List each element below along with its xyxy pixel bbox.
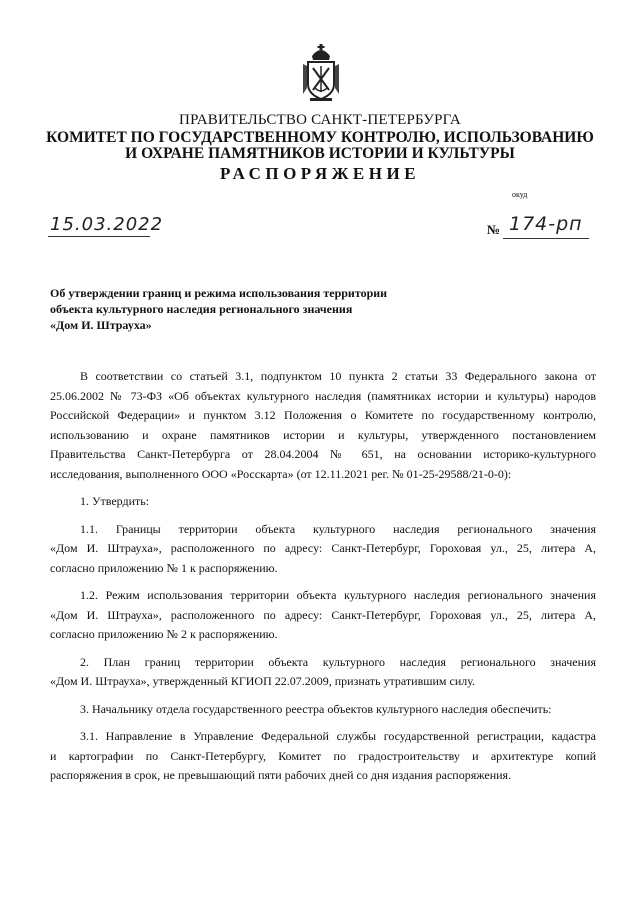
paragraph-1-1 [50, 520, 596, 579]
text-line: 1.2. Режим использования территории объекта культурного наследия регионального значения [80, 588, 596, 602]
text-line: согласно приложению № 1 к распоряжению. [50, 560, 278, 575]
coat-of-arms-icon [302, 44, 340, 102]
text-line: 3. Начальнику отдела государственного реестра объектов культурного наследия обеспечить: [80, 701, 552, 716]
paragraph-3 [50, 700, 596, 720]
paragraph-2 [50, 653, 596, 692]
text-line: и картографии по Санкт-Петербургу, Комитет по градостроительству и архитектуре копий [50, 748, 596, 763]
text-line: 2. План границ территории объекта культурного наследия регионального значения [80, 654, 596, 669]
paragraph-3-1 [50, 727, 596, 786]
government-title: ПРАВИТЕЛЬСТВО САНКТ-ПЕТЕРБУРГА [179, 112, 461, 128]
subject-line: объекта культурного наследия регионального значения [50, 302, 353, 316]
text-line: исследования, выполненного ООО «Росскарта» (от 12.11.2021 рег. № 01-25-29588/21-0-0): [50, 466, 512, 481]
committee-title-line2: И ОХРАНЕ ПАМЯТНИКОВ ИСТОРИИ И КУЛЬТУРЫ [125, 145, 515, 162]
document-subject [50, 285, 470, 333]
handwritten-number: 174-рп [509, 213, 583, 235]
text-line: Правительства Санкт-Петербурга от 28.04.2004 № 651, на основании историко-культурного [50, 447, 596, 461]
text-line: «Дом И. Штрауха», утвержденный КГИОП 22.07.2009, признать утратившим силу. [50, 674, 476, 688]
document-body [50, 367, 596, 794]
okud-label: окуд [512, 190, 528, 199]
paragraph-1-2 [50, 586, 596, 645]
number-underline [503, 238, 589, 239]
text-line: «Дом И. Штрауха», расположенного по адресу: Санкт-Петербург, Гороховая ул., 25, литера А, [50, 607, 596, 622]
text-line: 1. Утвердить: [80, 494, 150, 508]
text-line: 3.1. Направление в Управление Федеральной службы государственной регистрации, кадастра [80, 729, 596, 743]
paragraph-approve [50, 492, 596, 512]
text-line: В соответствии со статьей 3.1, подпунктом 10 пункта 2 статьи 33 Федерального закона от [80, 369, 596, 383]
number-sign: № [487, 222, 501, 237]
text-line: 25.06.2002 № 73-ФЗ «Об объектах культурного наследия (памятниках истории и культуры) народов [50, 388, 596, 403]
subject-line: Об утверждении границ и режима использования территории [50, 286, 388, 300]
document-type: РАСПОРЯЖЕНИЕ [219, 164, 421, 183]
text-line: использованию и охране памятников истории и культуры, утвержденного постановлением [50, 427, 596, 442]
text-line: распоряжения в срок, не превышающий пяти рабочих дней со дня издания распоряжения. [50, 768, 512, 782]
subject-line: «Дом И. Штрауха» [50, 318, 152, 332]
paragraph-preamble [50, 367, 596, 484]
date-underline [48, 236, 150, 237]
text-line: согласно приложению № 2 к распоряжению. [50, 627, 278, 641]
text-line: Российской Федерации» и пунктом 3.12 Положения о Комитете по государственному контролю, [50, 408, 596, 422]
committee-title-line1: КОМИТЕТ ПО ГОСУДАРСТВЕННОМУ КОНТРОЛЮ, ИСПОЛЬЗОВАНИЮ [46, 129, 594, 146]
text-line: 1.1. Границы территории объекта культурного наследия регионального значения [80, 521, 596, 536]
text-line: «Дом И. Штрауха», расположенного по адресу: Санкт-Петербург, Гороховая ул., 25, литера А, [50, 541, 596, 555]
handwritten-date: 15.03.2022 [50, 214, 164, 235]
